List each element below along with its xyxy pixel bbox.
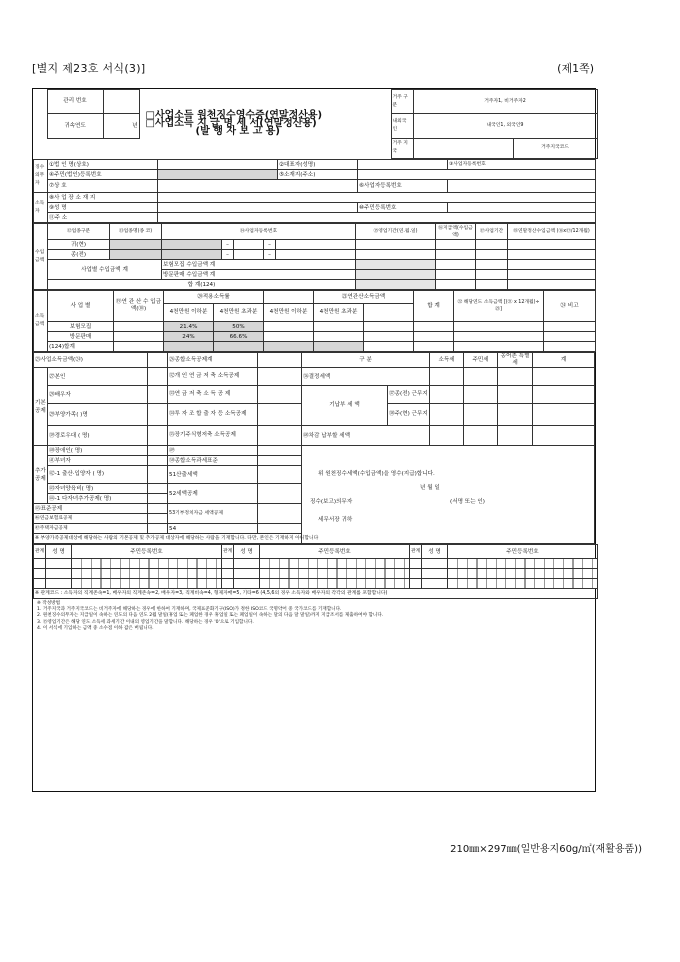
paper-spec: 210㎜×297㎜(일반용지60g/㎡(재활용품)) [450, 844, 642, 855]
family-col-name: 성 명 [234, 545, 260, 559]
mgmt-no-label: 관리 번호 [47, 90, 103, 114]
earner-resno-field[interactable] [448, 203, 596, 213]
calc-row-name: (124)합계 [48, 342, 114, 352]
income-col-bizno: ⑭사업자등록번호 [162, 224, 356, 240]
deduct-credit-label: 기납부 세 액 [302, 386, 388, 426]
deduct-b3: 51산출세액 [168, 466, 258, 484]
calc-tax-col: ㉒ 해당연도 소득금액 [(㉑ x 12개월)÷㉓] [454, 291, 544, 322]
income-table: 수입금액 ⑫업종구분 ⑬업종명(종 코) ⑭사업자등록번호 ⑮영업기간(연.월.일) ⑯지급액(수입금액) ⑰사업기간 ⑱연말정산수입금액 (⑯x⑰/12개월) 귀(현) – – 종(전) – – 사업별 수입금액 계 보험모집 수입금액 계 방문판매 수입금액 계 합 계(124) [33, 223, 596, 290]
deduct-child: ㊸자녀양육비( 명) [48, 484, 148, 494]
deduct-curr: ㊳주(현) 근무지 [388, 404, 430, 426]
deduct-invest: ㉞투 자 조 합 출 자 등 소득공제 [168, 404, 258, 426]
deduction-table [33, 352, 595, 544]
calc-sub-col-2: 4천만원 초과분 [214, 304, 264, 322]
income-col-paid: ⑯지급액(수입금액) [436, 224, 476, 240]
income-period-field-1[interactable] [356, 240, 436, 250]
residence-value: 거주지국코드 [513, 138, 597, 158]
family-col-rel: 관계 [34, 545, 46, 559]
family-col-rel: 관계 [222, 545, 234, 559]
payer-side-label: 징수의무자 [34, 160, 48, 193]
earner-trade-label: ⑦상 호 [48, 180, 158, 193]
calc-biz-type: 사 업 별 [48, 291, 114, 322]
form-title-3: (발 행 자 보 고 용) [195, 126, 281, 137]
deduct-pension2: ㉝연 금 저 축 소 득 공 제 [168, 386, 258, 404]
calc-total: 합 계 [414, 291, 454, 322]
payer-name-label: ①법 인 명(상호) [48, 160, 158, 170]
issuer-label: 징수(보고)의무자 [310, 499, 353, 505]
extra-deduct-label: 추가공제 [34, 446, 48, 504]
calc-remark: ㉔ 비고 [544, 291, 596, 322]
form-reference: [별지 제23호 서식(3)] [32, 62, 146, 75]
income-row-current: 귀(현) [48, 240, 110, 250]
deduct-subtotal: ㊺표준공제 [34, 504, 148, 514]
resident-value: 거주자1, 비거주자2 [413, 90, 597, 114]
calc-annual: ⑲연 관 산 수 입금액(⑱) [114, 291, 164, 322]
family-col-name: 성 명 [422, 545, 448, 559]
deduct-disabled: ㊵장애인( 명) [48, 446, 148, 456]
calc-rate-high: 50% [214, 322, 264, 332]
basic-deduct-label: 기본공제 [34, 368, 48, 446]
deduct-income-amt: ㉕사업소득금액(㉔) [34, 353, 148, 368]
note-item: 1. 거주지국과 거주지국코드는 비거주자에 해당하는 경우에 한하여 기재하며, 국제표준화기구(ISO)가 정한 ISO코드 국명약어 중 국가코드를 기재합니다. [37, 607, 342, 613]
income-sum-sales: 방문판매 수입금액 계 [162, 270, 356, 280]
deduct-smallbiz: ㊻연금보험료공제 [34, 514, 148, 524]
deduct-decided: ㊱결정세액 [302, 368, 430, 386]
calc-side-label: 소득금액 [34, 291, 48, 352]
resident-label: 거주 구분 [391, 90, 413, 114]
income-biz-total-label: 사업별 수입금액 계 [48, 260, 162, 280]
form-title-1: □사업소득 원천징수영수증(연말정산용) [145, 110, 323, 121]
deduct-woman: ㊶부녀자 [48, 456, 148, 466]
note-item: 4. 이 서식에 기입하는 금액 중 소수점 이하 값은 버립니다. [37, 625, 154, 631]
earner-bizno-field[interactable] [448, 180, 596, 193]
payer-rep-field[interactable] [358, 160, 448, 170]
family-row[interactable] [34, 579, 598, 589]
mgmt-no-field[interactable] [103, 90, 139, 114]
family-col-name: 성 명 [46, 545, 72, 559]
foreign-label: 내외국 인 [391, 114, 413, 138]
income-col-period: ⑮영업기간(연.월.일) [356, 224, 436, 240]
deduct-lease: ㊼주택자금공제 [34, 524, 148, 534]
sign-label: (서명 또는 인) [450, 499, 485, 505]
note-item: 3. ⑮영업기간은 해당 연도 소득세 과세기간 이내의 영업기간을 말합니다. 해당하는 경우 '0'으로 기입합니다. [37, 619, 254, 625]
year-suffix[interactable]: 년 [103, 114, 139, 138]
earner-resno-label: ⑩주민등록번호 [358, 203, 448, 213]
deduct-col-income: 소득세 [430, 353, 464, 368]
payer-name-field[interactable] [158, 160, 278, 170]
relation-code-note: ※ 관계코드 : 소득자의 직계존속=1, 배우자의 직계존속=2, 배우자=3, 직계비속=4, 형제자매=5, 기타=6 (4,5,6의 경우 소득자와 배우자의 각각의 관계를 포함합니다) [34, 589, 598, 599]
foreign-value: 내국인1, 외국인9 [413, 114, 597, 138]
writing-instructions [33, 599, 595, 634]
deduct-combined: ㉖종합소득공제계 [168, 353, 258, 368]
payer-bizreg-label: ③사업자등록번호 [448, 160, 596, 170]
note-title: ※ 작성방법 [37, 601, 61, 606]
deduct-elderly: ㊴경로우대 ( 명) [48, 426, 148, 446]
deduct-col-resident: 주민세 [464, 353, 498, 368]
payer-rep-label: ②대표자(성명) [278, 160, 358, 170]
calc-annual-group: ㉑연관산소득금액 [314, 291, 414, 304]
earner-side-label: 소득자 [34, 193, 48, 223]
family-col-resno: 주민등록번호 [260, 545, 410, 559]
calc-sub-col-3: 4천만원 이하분 [264, 304, 314, 322]
calc-rate-low: 21.4% [164, 322, 214, 332]
income-period-field-2[interactable] [356, 250, 436, 260]
form-title-2: □사업소득 지 급 명 세 서(연말정산용) [145, 118, 317, 129]
deduct-self: ㉗본인 [48, 368, 148, 386]
statement-text: 위 원천징수세액(수입금액)을 영수(지급)합니다. [318, 471, 435, 477]
payer-earner-table [33, 159, 596, 223]
payer-address-label: ⑤소재지(주소) [278, 170, 358, 180]
deduct-spouse: ㉘배우자 [48, 386, 148, 404]
note-item: 2. 원천징수의무자는 지급일이 속하는 연도의 다음 연도 2월 말일(휴업 또는 폐업한 경우 휴업일 또는 폐업일이 속하는 달의 다음 달 말일)까지 지급조서를 제출하여야 합니다. [37, 613, 384, 619]
deduct-balance: ㊽차감 납부할 세액 [302, 426, 430, 446]
earner-location-field[interactable] [158, 193, 596, 203]
payer-corpno-label: ④주민(법인)등록번호 [48, 170, 158, 180]
earner-location-label: ⑧사 업 장 소 재 지 [48, 193, 158, 203]
income-calc-table [33, 290, 596, 352]
income-col-type: ⑫업종구분 [48, 224, 110, 240]
calc-row-name: 보험모집 [48, 322, 114, 332]
earner-name-field[interactable] [158, 203, 358, 213]
form-header-table [33, 89, 598, 159]
statement-date: 년 월 일 [420, 485, 440, 491]
calc-sub-col-1: 4천만원 이하분 [164, 304, 214, 322]
deduct-b5: 53기부정치자금 세액공제 [168, 504, 258, 524]
deduct-birth: ㊷-1 출산·입양자 ( 명) [48, 466, 148, 484]
page-number: (제1쪽) [557, 62, 594, 75]
income-row-previous: 종(전) [48, 250, 110, 260]
deduct-b6: 54 [168, 524, 258, 534]
calc-rate-high: 66.6% [214, 332, 264, 342]
deduct-dependents: ㉙부양가족( )명 [48, 404, 148, 426]
family-table [33, 544, 598, 599]
payer-corpno-field[interactable] [158, 170, 278, 180]
year-label: 귀속연도 [47, 114, 103, 138]
deduct-category: 구 분 [302, 353, 430, 368]
deduct-b2: ㊿종합소득과세표준 [168, 456, 258, 466]
residence-label: 거주 지국 [391, 138, 413, 158]
payer-address-field[interactable] [358, 170, 596, 180]
family-col-resno: 주민등록번호 [72, 545, 222, 559]
earner-address-label: ⑪주 소 [48, 213, 158, 223]
deduct-b1: ㊾ [168, 446, 258, 456]
calc-row-name: 방문판매 [48, 332, 114, 342]
family-col-resno: 주민등록번호 [448, 545, 598, 559]
tax-form [32, 88, 596, 792]
income-sum-insurance: 보험모집 수입금액 계 [162, 260, 356, 270]
earner-name-label: ⑨성 명 [48, 203, 158, 213]
family-row[interactable] [34, 559, 598, 569]
deduct-pension: ㉜개 인 연 금 저 축 소득공제 [168, 368, 258, 386]
deduct-b4: 52세액공제 [168, 484, 258, 504]
deduct-col-total: 계 [533, 353, 595, 368]
deduct-multichild: ㊹-1 다자녀추가공제( 명) [48, 494, 148, 504]
earner-bizno-label: ⑥사업자등록번호 [358, 180, 448, 193]
deduct-col-rural: 농어촌 특별세 [498, 353, 533, 368]
dependent-note: ※ 부양가족공제대상에 해당하는 사람의 기본공제 및 추가공제 대상자에 해당하는 사람을 기재합니다. 다만, 본인은 기재하지 아니합니다 [34, 534, 595, 544]
income-col-annual: ⑱연말정산수입금액 (⑯x⑰/12개월) [508, 224, 596, 240]
family-row[interactable] [34, 569, 598, 579]
income-col-name: ⑬업종명(종 코) [110, 224, 162, 240]
earner-address-field[interactable] [158, 213, 596, 223]
calc-rate-group: ⑳적용소득률 [164, 291, 264, 304]
family-col-rel: 관계 [410, 545, 422, 559]
calc-sub-col-4: 4천만원 초과분 [314, 304, 364, 322]
deduct-longterm: ㉟장기주식형저축 소득공제 [168, 426, 258, 446]
earner-trade-field[interactable] [158, 180, 358, 193]
income-total-label: 합 계(124) [48, 280, 356, 290]
deduct-prev: ㊲종(전) 근무지 [388, 386, 430, 404]
income-side-label: 수입금액 [34, 224, 48, 290]
calc-rate-low: 24% [164, 332, 214, 342]
tax-office: 세무서장 귀하 [318, 517, 353, 523]
income-col-bizperiod: ⑰사업기간 [476, 224, 508, 240]
